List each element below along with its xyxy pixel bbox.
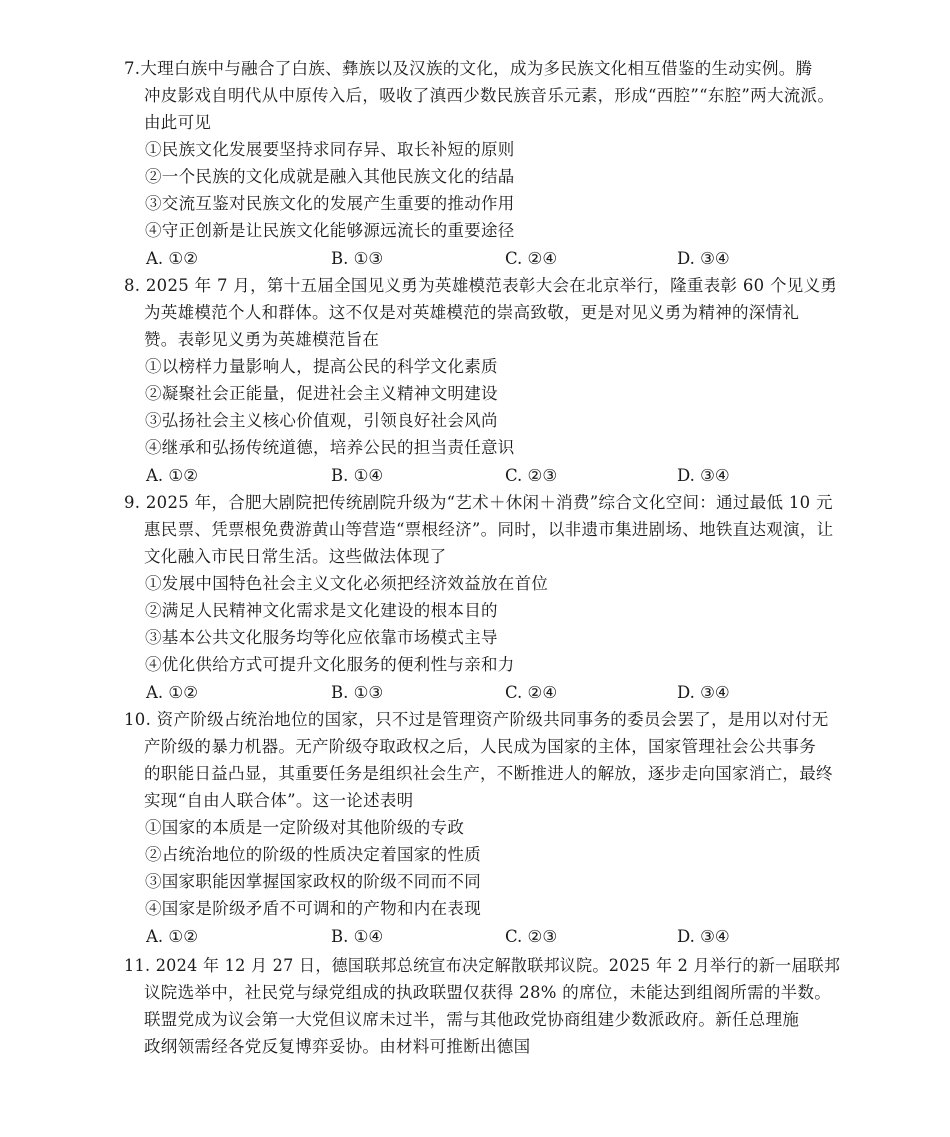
statement-option: ③国家职能因掌握国家政权的阶级不同而不同 xyxy=(145,872,481,891)
choice-d: D. ③④ xyxy=(677,466,730,485)
choice-b: B. ①③ xyxy=(331,249,384,268)
question-stem-line: 联盟党成为议会第一大党但议席未过半，需与其他政党协商组建少数派政府。新任总理施 xyxy=(144,1010,800,1029)
choice-d: D. ③④ xyxy=(677,249,730,268)
statement-option: ①发展中国特色社会主义文化必须把经济效益放在首位 xyxy=(145,574,549,593)
statement-option: ③交流互鉴对民族文化的发展产生重要的推动作用 xyxy=(145,194,515,213)
statement-option: ④优化供给方式可提升文化服务的便利性与亲和力 xyxy=(145,655,515,674)
choice-c: C. ②④ xyxy=(505,683,558,702)
choice-b: B. ①④ xyxy=(331,466,384,485)
question-stem-line: 赞。表彰见义勇为英雄模范旨在 xyxy=(144,330,380,349)
question-stem-line: 11. 2024 年 12 月 27 日，德国联邦总统宣布决定解散联邦议院。2025 年 2 月举行的新一届联邦 xyxy=(124,956,841,975)
statement-option: ①以榜样力量影响人，提高公民的科学文化素质 xyxy=(145,357,498,376)
question-stem-line: 政纲领需经各党反复博弈妥协。由材料可推断出德国 xyxy=(144,1037,531,1056)
choice-c: C. ②④ xyxy=(505,249,558,268)
answer-choices xyxy=(0,465,950,487)
question-stem-line: 产阶级的暴力机器。无产阶级夺取政权之后，人民成为国家的主体，国家管理社会公共事务 xyxy=(144,737,816,756)
statement-option: ②凝聚社会正能量，促进社会主义精神文明建设 xyxy=(145,384,498,403)
question-stem-line: 10. 资产阶级占统治地位的国家，只不过是管理资产阶级共同事务的委员会罢了，是用以对付无 xyxy=(124,710,829,729)
choice-a: A. ①② xyxy=(146,683,198,702)
statement-option: ④国家是阶级矛盾不可调和的产物和内在表现 xyxy=(145,899,481,918)
statement-option: ③弘扬社会主义核心价值观，引领良好社会风尚 xyxy=(145,411,498,430)
statement-option: ②一个民族的文化成就是融入其他民族文化的结晶 xyxy=(145,167,515,186)
question-stem-line: 9. 2025 年，合肥大剧院把传统剧院升级为“艺术＋休闲＋消费”综合文化空间：通过最低 10 元 xyxy=(124,493,833,512)
answer-choices xyxy=(0,248,950,270)
question-stem-line: 的职能日益凸显，其重要任务是组织社会生产，不断推进人的解放，逐步走向国家消亡，最终 xyxy=(144,764,833,783)
statement-option: ①国家的本质是一定阶级对其他阶级的专政 xyxy=(145,818,465,837)
choice-d: D. ③④ xyxy=(677,927,730,946)
question-stem-line: 议院选举中，社民党与绿党组成的执政联盟仅获得 28% 的席位，未能达到组阁所需的半数。 xyxy=(144,983,832,1002)
statement-option: ④继承和弘扬传统道德，培养公民的担当责任意识 xyxy=(145,438,515,457)
choice-b: B. ①④ xyxy=(331,927,384,946)
choice-d: D. ③④ xyxy=(677,683,730,702)
answer-choices xyxy=(0,926,950,948)
question-stem-line: 由此可见 xyxy=(144,113,212,132)
choice-c: C. ②③ xyxy=(505,927,558,946)
question-stem-line: 8. 2025 年 7 月，第十五届全国见义勇为英雄模范表彰大会在北京举行，隆重表彰 60 个见义勇 xyxy=(124,276,838,295)
question-stem-line: 冲皮影戏自明代从中原传入后，吸收了滇西少数民族音乐元素，形成“西腔”“东腔”两大流派。 xyxy=(144,86,835,105)
question-stem-line: 为英雄模范个人和群体。这不仅是对英雄模范的崇高致敬，更是对见义勇为精神的深情礼 xyxy=(144,303,800,322)
choice-b: B. ①③ xyxy=(331,683,384,702)
question-stem-line: 7.大理白族中与融合了白族、彝族以及汉族的文化，成为多民族文化相互借鉴的生动实例。腾 xyxy=(124,59,813,78)
choice-c: C. ②③ xyxy=(505,466,558,485)
choice-a: A. ①② xyxy=(146,249,198,268)
answer-choices xyxy=(0,682,950,704)
statement-option: ②满足人民精神文化需求是文化建设的根本目的 xyxy=(145,601,498,620)
statement-option: ③基本公共文化服务均等化应依靠市场模式主导 xyxy=(145,628,498,647)
statement-option: ②占统治地位的阶级的性质决定着国家的性质 xyxy=(145,845,481,864)
question-stem-line: 实现“自由人联合体”。这一论述表明 xyxy=(144,791,414,810)
statement-option: ④守正创新是让民族文化能够源远流长的重要途径 xyxy=(145,221,515,240)
choice-a: A. ①② xyxy=(146,927,198,946)
question-stem-line: 文化融入市民日常生活。这些做法体现了 xyxy=(144,547,447,566)
question-stem-line: 惠民票、凭票根免费游黄山等营造“票根经济”。同时，以非遗市集进剧场、地铁直达观演，让 xyxy=(144,520,834,539)
statement-option: ①民族文化发展要坚持求同存异、取长补短的原则 xyxy=(145,140,515,159)
choice-a: A. ①② xyxy=(146,466,198,485)
